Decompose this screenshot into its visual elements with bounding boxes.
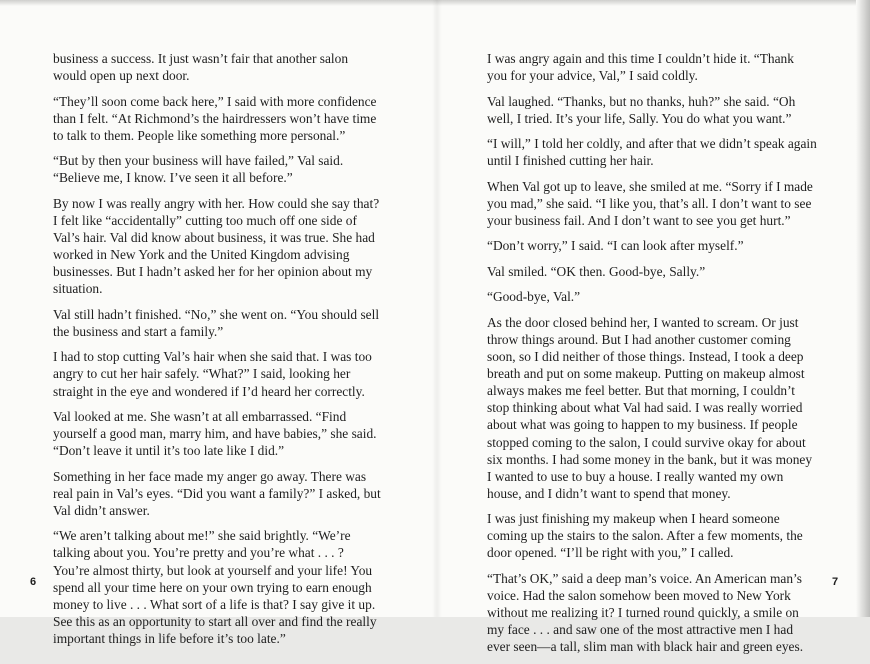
paragraph: “Good-bye, Val.” — [487, 289, 581, 305]
paragraph: Something in her face made my anger go away. There was real pain in Val’s eyes. “Did you want a family?” I asked, but Val didn’t answer. — [53, 468, 381, 518]
paragraph: I was just finishing my makeup when I heard someone coming up the stairs to the salon. After a few moments, the door opened. “I’ll be right with you,” I called. — [487, 511, 803, 561]
paragraph: Val still hadn’t finished. “No,” she went on. “You should sell the business and start a family.” — [53, 306, 380, 339]
paragraph: As the door closed behind her, I wanted to scream. Or just throw things around. But I had another customer coming soon, so I did neither of those things. Instead, I took a deep breath and put on some makeup. Putting on makeup almost always makes me feel better. But that morning, I couldn’t stop thinking about what Val had said. I was really worried about what was going to happen to my business. If people stopped coming to the salon, I could survive okay for about six months. I had some money in the bank, but it was money I wanted to use to buy a house. I really wanted my own house, and I didn’t want to spend that money. — [487, 314, 813, 501]
page-number-left: 6 — [30, 576, 37, 588]
paragraph: “That’s OK,” said a deep man’s voice. An American man’s voice. Had the salon somehow been moved to New York without me realizing it? I turned round quickly, a smile on my face . . . and saw one of the most attractive men I had ever seen—a tall, slim man with black hair and green eyes. — [487, 570, 804, 655]
paragraph: Val smiled. “OK then. Good-bye, Sally.” — [487, 263, 706, 279]
left-page — [53, 50, 383, 655]
paragraph: Val laughed. “Thanks, but no thanks, huh?” she said. “Oh well, I tried. It’s your life, Sally. You do what you want.” — [487, 93, 796, 126]
paragraph: “But by then your business will have failed,” Val said. “Believe me, I know. I’ve seen it all before.” — [53, 153, 344, 186]
paragraph: “They’ll soon come back here,” I said with more confidence than I felt. “At Richmond’s the hairdressers won’t have time to talk to them. People like something more personal.” — [53, 93, 377, 143]
book-gutter — [432, 0, 442, 617]
paragraph: I had to stop cutting Val’s hair when she said that. I was too angry to cut her hair safely. “What?” I said, looking her straight in the eye and wondered if I’d heard her correctly. — [53, 349, 372, 399]
paragraph: “Don’t worry,” I said. “I can look after myself.” — [487, 238, 744, 254]
paragraph: business a success. It just wasn’t fair that another salon would open up next door. — [53, 51, 349, 84]
page-number-right: 7 — [832, 576, 839, 588]
page-right-edge — [856, 0, 870, 617]
paragraph: “I will,” I told her coldly, and after that we didn’t speak again until I finished cutting her hair. — [487, 136, 817, 169]
paragraph: When Val got up to leave, she smiled at me. “Sorry if I made you mad,” she said. “I like you, that’s all. I don’t want to see your business fail. And I don’t want to see you get hurt.” — [487, 178, 813, 228]
paragraph: By now I was really angry with her. How could she say that? I felt like “accidentally” cutting too much off one side of Val’s hair. Val did know about business, it was true. She had worked in New York and the United Kingdom advising businesses. But I hadn’t asked her for her opinion about my situation. — [53, 195, 380, 297]
paragraph: I was angry again and this time I couldn’t hide it. “Thank you for your advice, Val,” I said coldly. — [487, 51, 794, 84]
paragraph: “We aren’t talking about me!” she said brightly. “We’re talking about you. You’re pretty and you’re what . . . ? You’re almost thirty, but look at yourself and your life! You spend all your time here on your own trying to earn enough money to live . . . What sort of a life is that? I say give it up. See this as an opportunity to start all over and find the really important things in life before it’s too late.” — [53, 528, 377, 646]
right-page — [487, 50, 817, 664]
paragraph: Val looked at me. She wasn’t at all embarrassed. “Find yourself a good man, marry him, and have babies,” she said. “Don’t leave it until it’s too late like I did.” — [53, 409, 377, 459]
